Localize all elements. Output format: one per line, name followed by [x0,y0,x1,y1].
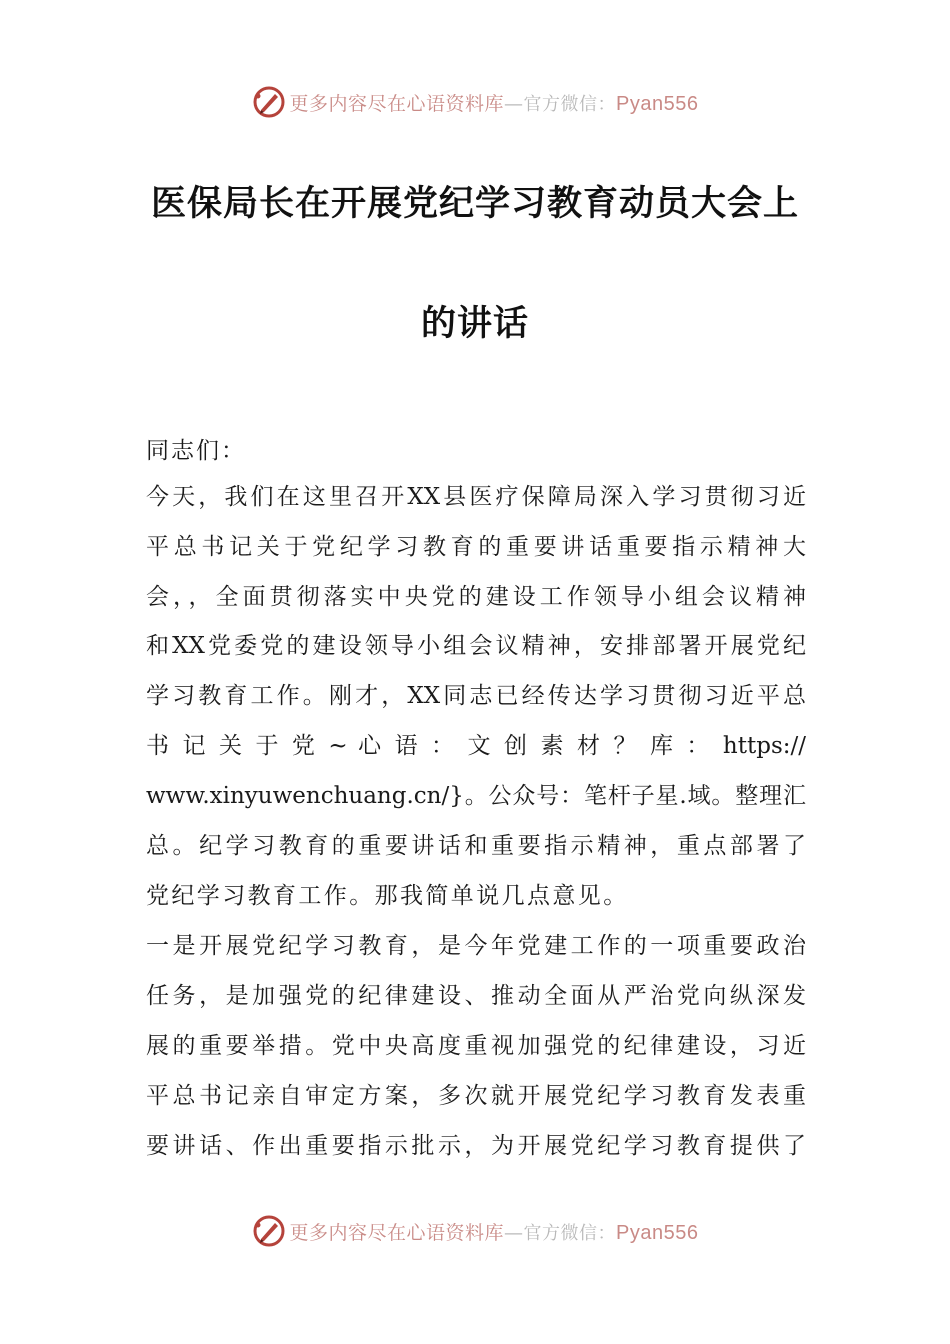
header-watermark [0,82,950,122]
watermark-suffix: 官方微信： [523,1222,617,1244]
paragraph-line: 会，，全面贯彻落实中央党的建设工作领导小组会议精神 [146,584,806,610]
paragraph-line: 一是开展党纪学习教育，是今年党建工作的一项重要政治 [146,933,806,959]
pen-circle-logo-icon [252,1214,286,1248]
paragraph-line: 展的重要举措。党中央高度重视加强党的纪律建设，习近 [146,1033,806,1059]
paragraph-line: 要讲话、作出重要指示批示，为开展党纪学习教育提供了 [146,1133,806,1159]
document-title-line-1: 医保局长在开展党纪学习教育动员大会上 [150,184,799,224]
watermark-text [290,1218,699,1245]
paragraph-line: 学习教育工作。刚才，XX同志已经传达学习贯彻习近平总 [146,683,806,709]
watermark-wechat-id: Pyan556 [616,92,699,115]
paragraph-line: 总。纪学习教育的重要讲话和重要指示精神，重点部署了 [146,833,806,859]
paragraph-line: 书 记 关 于 党 ~ 心 语 ： 文 创 素 材 ？ 库 ： https:// [146,733,806,759]
pen-circle-logo-icon [252,85,286,119]
paragraph-line: 平总书记亲自审定方案，多次就开展党纪学习教育发表重 [146,1083,806,1109]
paragraph-line: 今天，我们在这里召开XX县医疗保障局深入学习贯彻习近 [146,484,806,510]
paragraph-line: 任务，是加强党的纪律建设、推动全面从严治党向纵深发 [146,983,806,1009]
document-title-line-2: 的讲话 [420,304,529,344]
paragraph-line: 和XX党委党的建设领导小组会议精神，安排部署开展党纪 [146,633,806,659]
paragraph-line: www.xinyuwenchuang.cn/}。公众号：笔杆子星.域。整理汇 [146,783,806,809]
paragraph-line: 党纪学习教育工作。那我简单说几点意见。 [146,883,629,909]
paragraph-line: 平总书记关于党纪学习教育的重要讲话重要指示精神大 [146,534,806,560]
watermark-brand: 更多内容尽在心语资料库 [289,92,505,115]
watermark-brand: 更多内容尽在心语资料库 [289,1221,505,1244]
watermark-suffix: 官方微信： [523,93,617,115]
watermark-separator: — [504,92,524,115]
watermark-wechat-id: Pyan556 [616,1221,699,1244]
footer-watermark [0,1211,950,1251]
watermark-text [290,89,699,116]
salutation: 同志们： [146,438,246,464]
watermark-separator: — [504,1221,524,1244]
